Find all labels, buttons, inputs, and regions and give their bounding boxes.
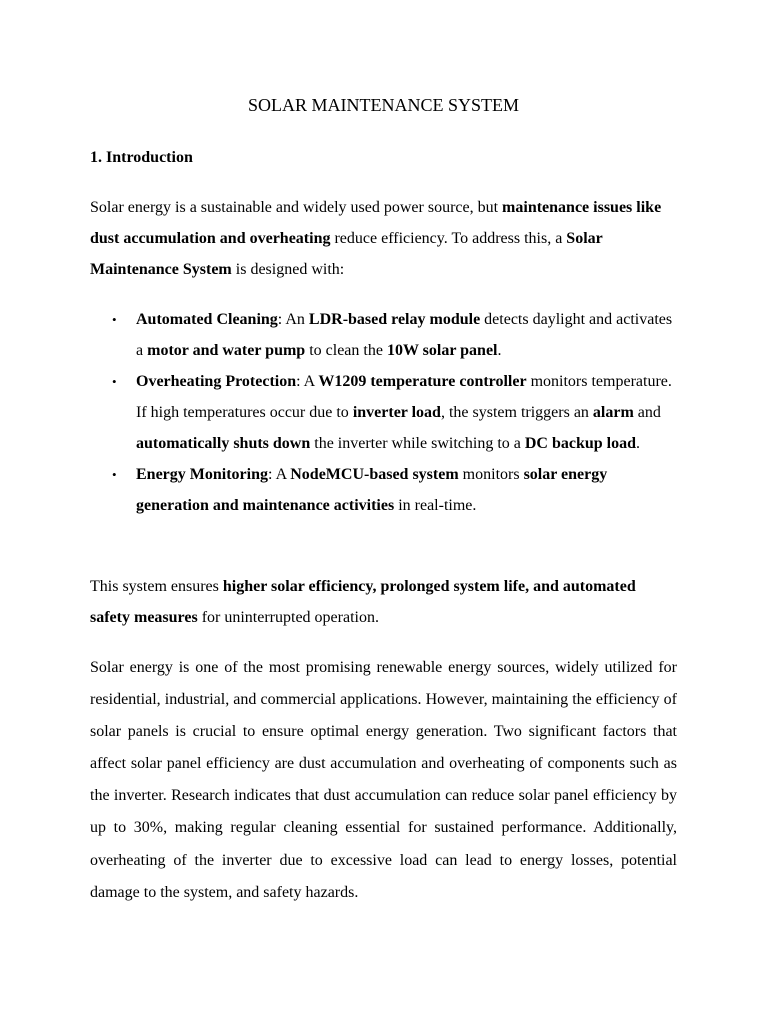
bullet-text: monitors <box>458 466 524 483</box>
bullet-icon: • <box>112 312 117 327</box>
bullet-text: the inverter while switching to a <box>310 435 525 452</box>
feature-list <box>90 304 677 521</box>
bullet-text: in real-time. <box>394 497 477 514</box>
bullet-bold: 10W solar panel <box>386 342 498 359</box>
bullet-bold: Overheating Protection <box>136 373 297 390</box>
bullet-text: , the system triggers an <box>440 404 593 421</box>
document-title: SOLAR MAINTENANCE SYSTEM <box>247 95 519 115</box>
list-item <box>90 304 677 366</box>
intro-text-2: reduce efficiency. To address this, a <box>330 230 567 247</box>
intro-bold-2: Solar Maintenance System <box>90 230 603 278</box>
intro-text-1: Solar energy is a sustainable and widely used power source, but <box>90 199 503 216</box>
bullet-bold: motor and water pump <box>147 342 306 359</box>
bullet-bold: automatically shuts down <box>136 435 311 452</box>
bullet-text: and <box>633 404 661 421</box>
bullet-text: to clean the <box>305 342 387 359</box>
section-heading-introduction: 1. Introduction <box>90 149 193 166</box>
bullet-bold: solar energy generation and maintenance activities <box>136 466 608 514</box>
bullet-bold: alarm <box>592 404 634 421</box>
summary-bold: higher solar efficiency, prolonged system life, and automated safety measures <box>90 578 636 626</box>
bullet-text: : A <box>296 373 319 390</box>
list-item <box>90 459 677 521</box>
bullet-icon: • <box>112 467 117 482</box>
intro-bold-1: maintenance issues like dust accumulation and overheating <box>90 199 662 247</box>
body-paragraph: Solar energy is one of the most promising renewable energy sources, widely utilized for residential, industrial, and commercial applications. However, maintaining the efficiency of solar panels is crucial to ensure optimal energy generation. Two significant factors that affect solar panel efficiency are dust accumulation and overheating of components such as the inverter. Research indicates that dust accumulation can reduce solar panel efficiency by up to 30%, making regular cleaning essential for sustained performance. Additionally, overheating of the inverter due to excessive load can lead to energy losses, potential damage to the system, and safety hazards. <box>90 659 677 901</box>
list-item <box>90 366 677 459</box>
bullet-text: . <box>636 435 641 452</box>
summary-text-1: This system ensures <box>90 578 223 595</box>
intro-paragraph <box>90 192 677 285</box>
summary-text-2: for uninterrupted operation. <box>197 609 379 626</box>
bullet-bold: inverter load <box>352 404 441 421</box>
bullet-icon: • <box>112 374 117 389</box>
bullet-bold: DC backup load <box>524 435 637 452</box>
bullet-text: detects daylight and activates a <box>136 311 673 359</box>
bullet-text: : A <box>268 466 291 483</box>
bullet-bold: Automated Cleaning <box>136 311 278 328</box>
bullet-text: : An <box>277 311 309 328</box>
intro-text-3: is designed with: <box>231 261 345 278</box>
bullet-text: monitors temperature. If high temperatures occur due to <box>136 373 672 421</box>
bullet-text: . <box>497 342 502 359</box>
summary-paragraph <box>90 571 677 633</box>
bullet-bold: NodeMCU-based system <box>290 466 459 483</box>
bullet-bold: Energy Monitoring <box>136 466 268 483</box>
bullet-bold: W1209 temperature controller <box>318 373 527 390</box>
bullet-bold: LDR-based relay module <box>308 311 481 328</box>
